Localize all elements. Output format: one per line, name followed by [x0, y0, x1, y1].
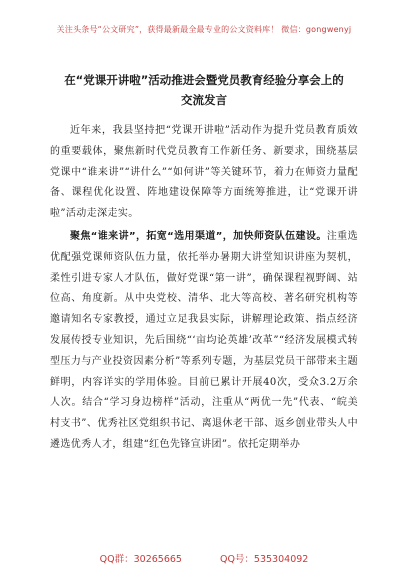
title-line-2: 交流发言 [181, 93, 227, 107]
footer-qq-number: QQ号：535304092 [219, 554, 309, 565]
footer-qq-group: QQ群：30265665 [99, 554, 182, 565]
paragraph-intro: 近年来，我县坚持把“党课开讲啦”活动作为提升党员教育质效的重要载体，聚焦新时代党员教育工作新任务、新要求，围绕基层党课中“谁来讲”“讲什么”“如何讲”等关键环节，着力在师资力量配备、课程优化设置、阵地建设保障等方面统筹推进，让“党课开讲啦”活动走深走实。 [50, 125, 358, 220]
section-1-text: 注重选优配强党课师资队伍力量，依托举办暑期大讲堂知识讲座为契机，柔性引进专家人才队伍，做好党课“第一讲”，确保课程视野阔、站位高、角度新。从中央党校、清华、北大等高校、著名研究机构等邀请知名专家教授，通过立足我县实际，讲解理论政策、指点经济发展传授专业知识，先后围绕“‘亩均论英雄’改革”“经济发展模式转型压力与产业投资因素分析”等系列专题，为基层党员干部带来主题鲜明，内容详实的学用体验。目前已累计开展40次，受众3.2万余人次。结合“学习身边榜样”活动，注重从“两优一先”代表、“皖美村支书”、优秀社区党组织书记、离退休老干部、返乡创业带头人中遴选优秀人才，组建“红色先锋宣讲团”。依托定期举办 [50, 230, 358, 450]
title-line-1: 在“党课开讲啦”活动推进会暨党员教育经验分享会上的 [64, 73, 344, 87]
paragraph-section-1 [50, 227, 358, 456]
document-body [50, 121, 358, 456]
footer-contacts [0, 551, 408, 571]
header-banner-text: 关注头条号“公文研究”，获得最新最全最专业的公文资料库！ 微信：gongwenyj [56, 24, 352, 34]
document-title [40, 70, 368, 110]
header-banner [0, 0, 408, 58]
section-1-heading: 聚焦“谁来讲”，拓宽“选用渠道”，加快师资队伍建设。 [70, 230, 327, 242]
